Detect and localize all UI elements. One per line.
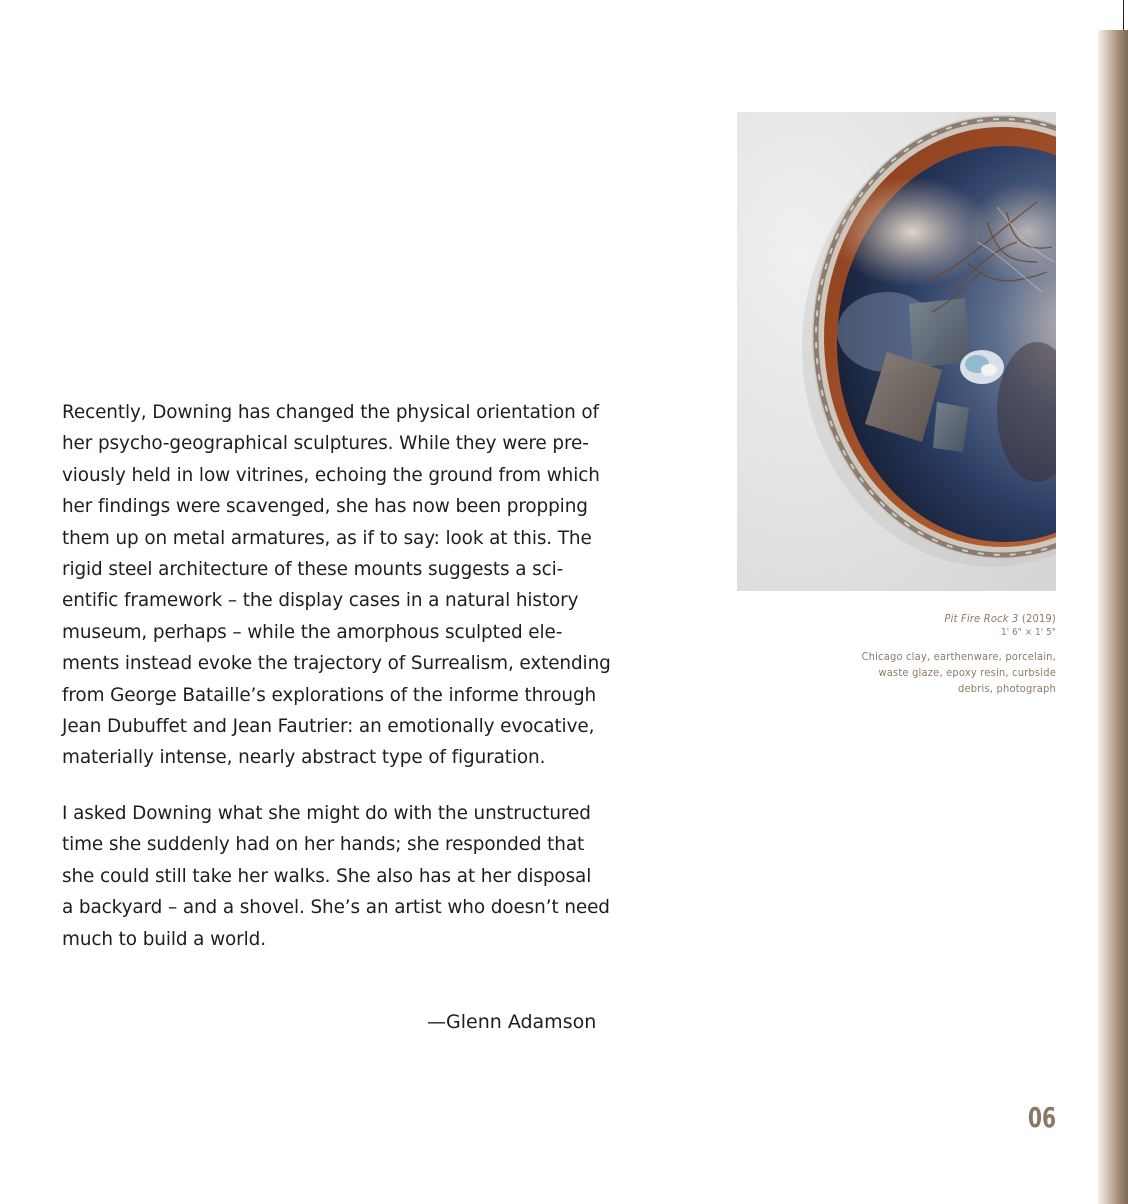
text-line: museum, perhaps – while the amorphous sculpted ele-	[62, 621, 563, 643]
text-line: her psycho-geographical sculptures. While they were pre-	[62, 433, 589, 455]
text-line: rigid steel architecture of these mounts suggests a sci-	[62, 559, 564, 581]
text-line: them up on metal armatures, as if to say: look at this. The	[62, 527, 592, 549]
text-line: a backyard – and a shovel. She’s an artist who doesn’t need	[62, 897, 610, 919]
materials-line: debris, photograph	[957, 682, 1056, 695]
text-line: Recently, Downing has changed the physical orientation of	[62, 402, 599, 423]
text-line: materially intense, nearly abstract type of figuration.	[62, 747, 546, 769]
book-edge-shadow	[1098, 30, 1128, 1204]
artwork-illustration	[737, 112, 1056, 591]
artwork-title: Pit Fire Rock 3	[944, 612, 1019, 625]
text-line: time she suddenly had on her hands; she responded that	[62, 834, 585, 856]
author-signature: —Glenn Adamson	[427, 1011, 597, 1033]
materials-line: waste glaze, epoxy resin, curbside	[878, 666, 1056, 679]
page-edge-line	[1123, 0, 1124, 30]
artwork-dimensions: 1' 6" × 1' 5"	[1001, 627, 1056, 638]
page-number: 06	[1027, 1101, 1056, 1134]
article-paragraph-2	[62, 798, 622, 955]
artwork-year: (2019)	[1021, 612, 1056, 625]
text-line: she could still take her walks. She also has at her disposal	[62, 865, 592, 887]
text-line: her findings were scavenged, she has now been propping	[62, 496, 588, 518]
artwork-materials	[862, 649, 1056, 697]
materials-line: Chicago clay, earthenware, porcelain,	[861, 650, 1056, 663]
artwork-photo	[737, 112, 1056, 591]
artwork-title-caption	[945, 612, 1056, 626]
text-line: Jean Dubuffet and Jean Fautrier: an emotionally evocative,	[62, 716, 595, 738]
text-line: ments instead evoke the trajectory of Surrealism, extending	[62, 653, 611, 675]
text-line: viously held in low vitrines, echoing the ground from which	[62, 464, 600, 486]
text-line: from George Bataille’s explorations of the informe through	[62, 684, 597, 706]
article-paragraph-1	[62, 397, 622, 774]
text-line: I asked Downing what she might do with the unstructured	[62, 803, 591, 824]
text-line: much to build a world.	[62, 928, 266, 950]
text-line: entific framework – the display cases in a natural history	[62, 590, 579, 612]
